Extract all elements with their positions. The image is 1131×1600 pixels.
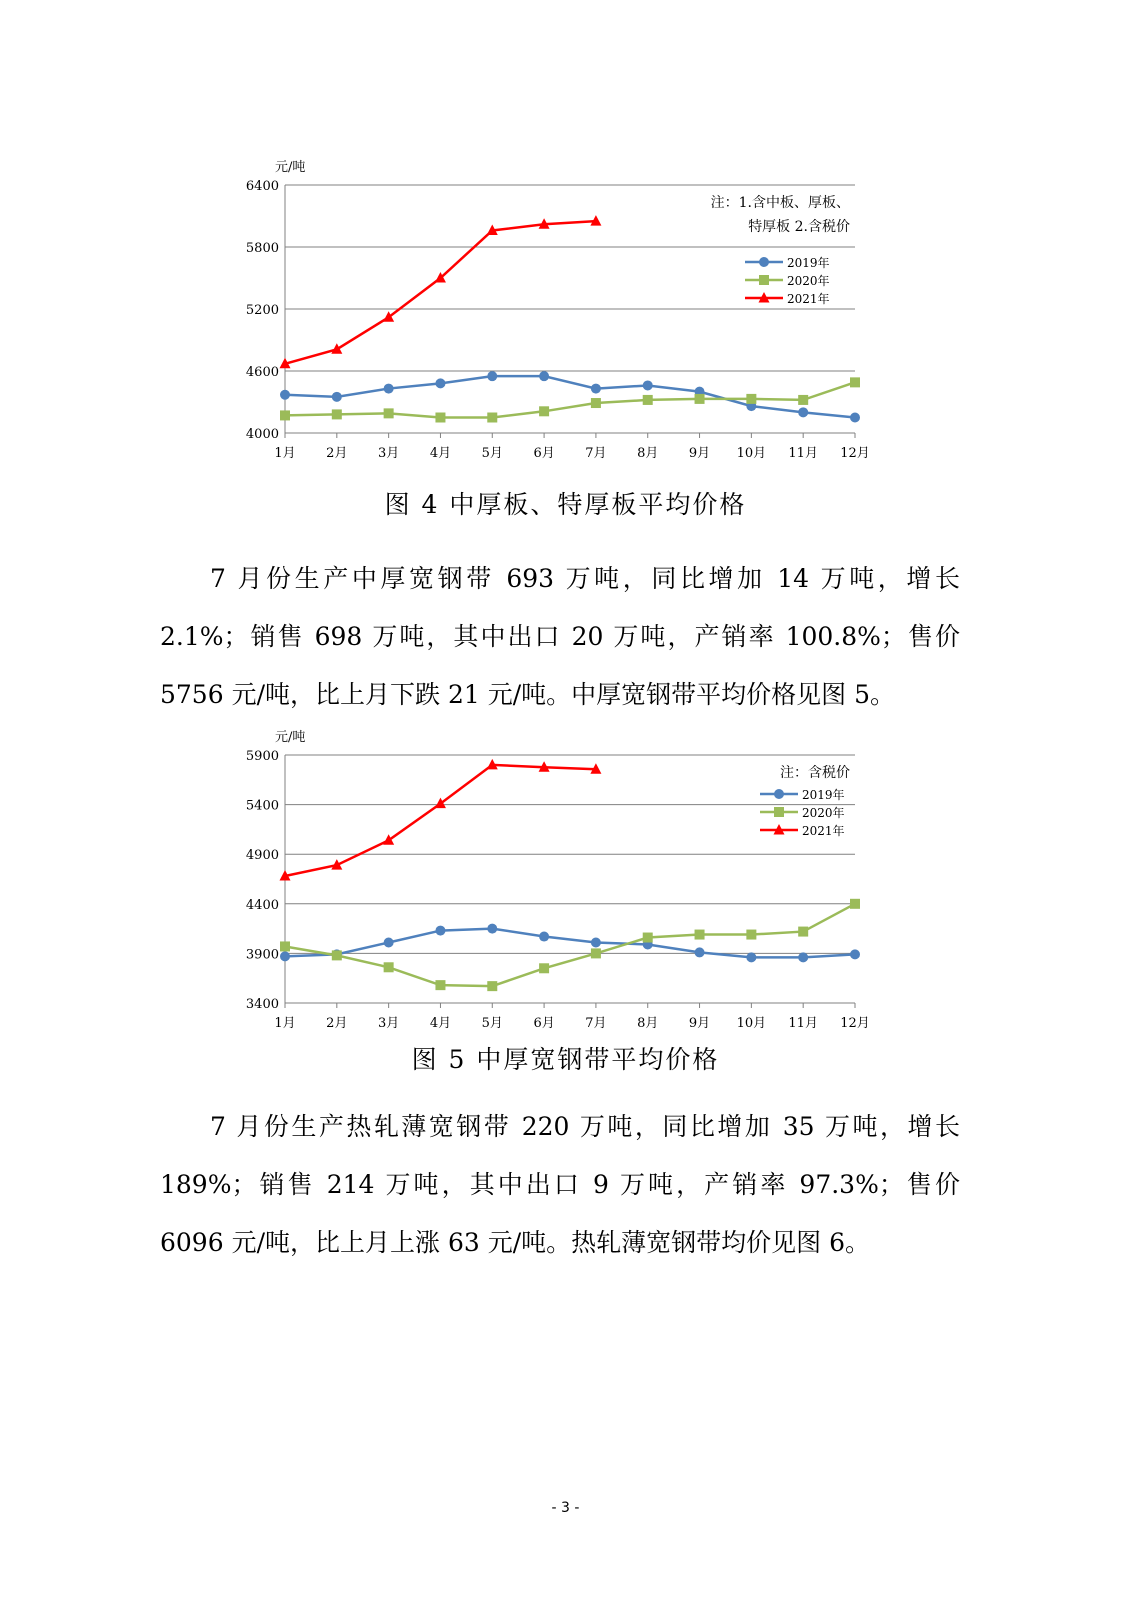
x-tick-label: 2月 — [326, 446, 348, 461]
data-point — [643, 933, 653, 943]
y-tick-label: 4000 — [245, 427, 279, 442]
y-tick-label: 5400 — [245, 798, 279, 814]
y-tick-label: 5200 — [245, 303, 279, 318]
series-line-2020年 — [285, 382, 855, 417]
paragraph-medium-wide-strip — [160, 550, 960, 724]
x-tick-label: 9月 — [688, 446, 711, 461]
data-point — [643, 395, 653, 405]
series-line-2021年 — [285, 221, 596, 364]
legend-label: 2019年 — [802, 788, 845, 802]
data-point — [695, 394, 705, 404]
chart-medium-heavy-plate — [220, 150, 880, 480]
series-line-2020年 — [285, 904, 855, 986]
data-point — [435, 926, 445, 936]
data-point — [850, 899, 860, 909]
legend-label: 2020年 — [787, 274, 830, 288]
data-point — [850, 949, 860, 959]
x-tick-label: 8月 — [637, 446, 659, 461]
x-tick-label: 12月 — [840, 1016, 870, 1031]
data-point — [539, 371, 549, 381]
chart-medium-wide-strip — [220, 720, 880, 1040]
data-point — [384, 408, 394, 418]
x-tick-label: 1月 — [274, 446, 296, 461]
data-point — [280, 951, 290, 961]
data-point — [798, 407, 808, 417]
data-point — [384, 962, 394, 972]
data-point — [695, 947, 705, 957]
x-tick-label: 5月 — [481, 446, 503, 461]
y-tick-label: 4400 — [245, 897, 279, 913]
data-point — [539, 963, 549, 973]
chart-svg-1 — [220, 150, 880, 480]
x-tick-label: 7月 — [585, 446, 607, 461]
figure-caption-5: 图 5 中厚宽钢带平均价格 — [411, 1045, 720, 1074]
x-tick-label: 3月 — [377, 446, 400, 461]
data-point — [850, 413, 860, 423]
data-point — [384, 937, 394, 947]
chart-note: 注：含税价 — [780, 765, 850, 781]
data-point — [280, 941, 290, 951]
x-tick-label: 6月 — [533, 446, 555, 461]
data-point — [850, 377, 860, 387]
y-axis-label: 元/吨 — [275, 730, 306, 745]
x-tick-label: 11月 — [788, 446, 818, 461]
data-point — [383, 834, 394, 845]
data-point — [539, 406, 549, 416]
data-point — [798, 952, 808, 962]
y-tick-label: 6400 — [245, 179, 279, 194]
data-point — [798, 395, 808, 405]
x-tick-label: 4月 — [429, 446, 452, 461]
paragraph-text-2: 7 月份生产热轧薄宽钢带 220 万吨，同比增加 35 万吨，增长 189%；销售 214 万吨，其中出口 9 万吨，产销率 97.3%；售价 6096 元/吨，比上月上涨 63 元/吨。热轧薄宽钢带均价见图 6。 — [160, 1112, 960, 1257]
data-point — [539, 932, 549, 942]
legend-marker — [774, 807, 784, 817]
legend-marker — [759, 275, 769, 285]
figure-caption-4: 图 4 中厚板、特厚板平均价格 — [384, 490, 747, 519]
data-point — [487, 924, 497, 934]
chart-note: 特厚板 2.含税价 — [748, 219, 850, 235]
data-point — [487, 371, 497, 381]
legend-label: 2021年 — [787, 292, 830, 306]
y-tick-label: 5900 — [245, 749, 279, 764]
x-tick-label: 9月 — [688, 1016, 711, 1031]
data-point — [487, 981, 497, 991]
chart-svg-2 — [220, 720, 880, 1040]
x-tick-label: 6月 — [533, 1016, 555, 1031]
data-point — [695, 930, 705, 940]
data-point — [487, 413, 497, 423]
x-tick-label: 5月 — [481, 1016, 503, 1031]
x-tick-label: 12月 — [840, 446, 870, 461]
data-point — [435, 378, 445, 388]
data-point — [798, 927, 808, 937]
legend-marker — [774, 789, 784, 799]
x-tick-label: 2月 — [326, 1016, 348, 1031]
data-point — [591, 937, 601, 947]
y-tick-label: 4900 — [245, 848, 279, 864]
legend-label: 2021年 — [802, 824, 845, 838]
x-tick-label: 1月 — [274, 1016, 296, 1031]
x-tick-label: 3月 — [377, 1016, 400, 1031]
data-point — [746, 394, 756, 404]
paragraph-text-1: 7 月份生产中厚宽钢带 693 万吨，同比增加 14 万吨，增长 2.1%；销售 698 万吨，其中出口 20 万吨，产销率 100.8%；售价 5756 元/吨，比上月下跌 21 元/吨。中厚宽钢带平均价格见图 5。 — [160, 564, 960, 709]
data-point — [591, 384, 601, 394]
y-tick-label: 5800 — [245, 241, 279, 256]
x-tick-label: 8月 — [637, 1016, 659, 1031]
chart-note: 注：1.含中板、厚板、 — [710, 195, 850, 211]
data-point — [331, 343, 342, 354]
data-point — [591, 398, 601, 408]
y-axis-label: 元/吨 — [275, 160, 306, 175]
data-point — [643, 380, 653, 390]
data-point — [384, 384, 394, 394]
legend-label: 2020年 — [802, 806, 845, 820]
x-tick-label: 10月 — [736, 446, 767, 461]
paragraph-hot-rolled-strip — [160, 1098, 960, 1272]
y-tick-label: 3400 — [245, 997, 279, 1012]
data-point — [332, 950, 342, 960]
data-point — [332, 409, 342, 419]
data-point — [746, 930, 756, 940]
data-point — [332, 392, 342, 402]
y-tick-label: 4600 — [245, 365, 279, 380]
series-line-2021年 — [285, 765, 596, 876]
data-point — [280, 390, 290, 400]
data-point — [435, 980, 445, 990]
x-tick-label: 10月 — [736, 1016, 767, 1031]
data-point — [280, 410, 290, 420]
legend-marker — [759, 257, 769, 267]
x-tick-label: 7月 — [585, 1016, 607, 1031]
data-point — [591, 948, 601, 958]
page-number: - 3 - — [551, 1500, 580, 1516]
x-tick-label: 11月 — [788, 1016, 818, 1031]
y-tick-label: 3900 — [245, 947, 279, 963]
data-point — [746, 952, 756, 962]
legend-label: 2019年 — [787, 256, 830, 270]
x-tick-label: 4月 — [429, 1016, 452, 1031]
series-line-2019年 — [285, 376, 855, 417]
data-point — [435, 413, 445, 423]
